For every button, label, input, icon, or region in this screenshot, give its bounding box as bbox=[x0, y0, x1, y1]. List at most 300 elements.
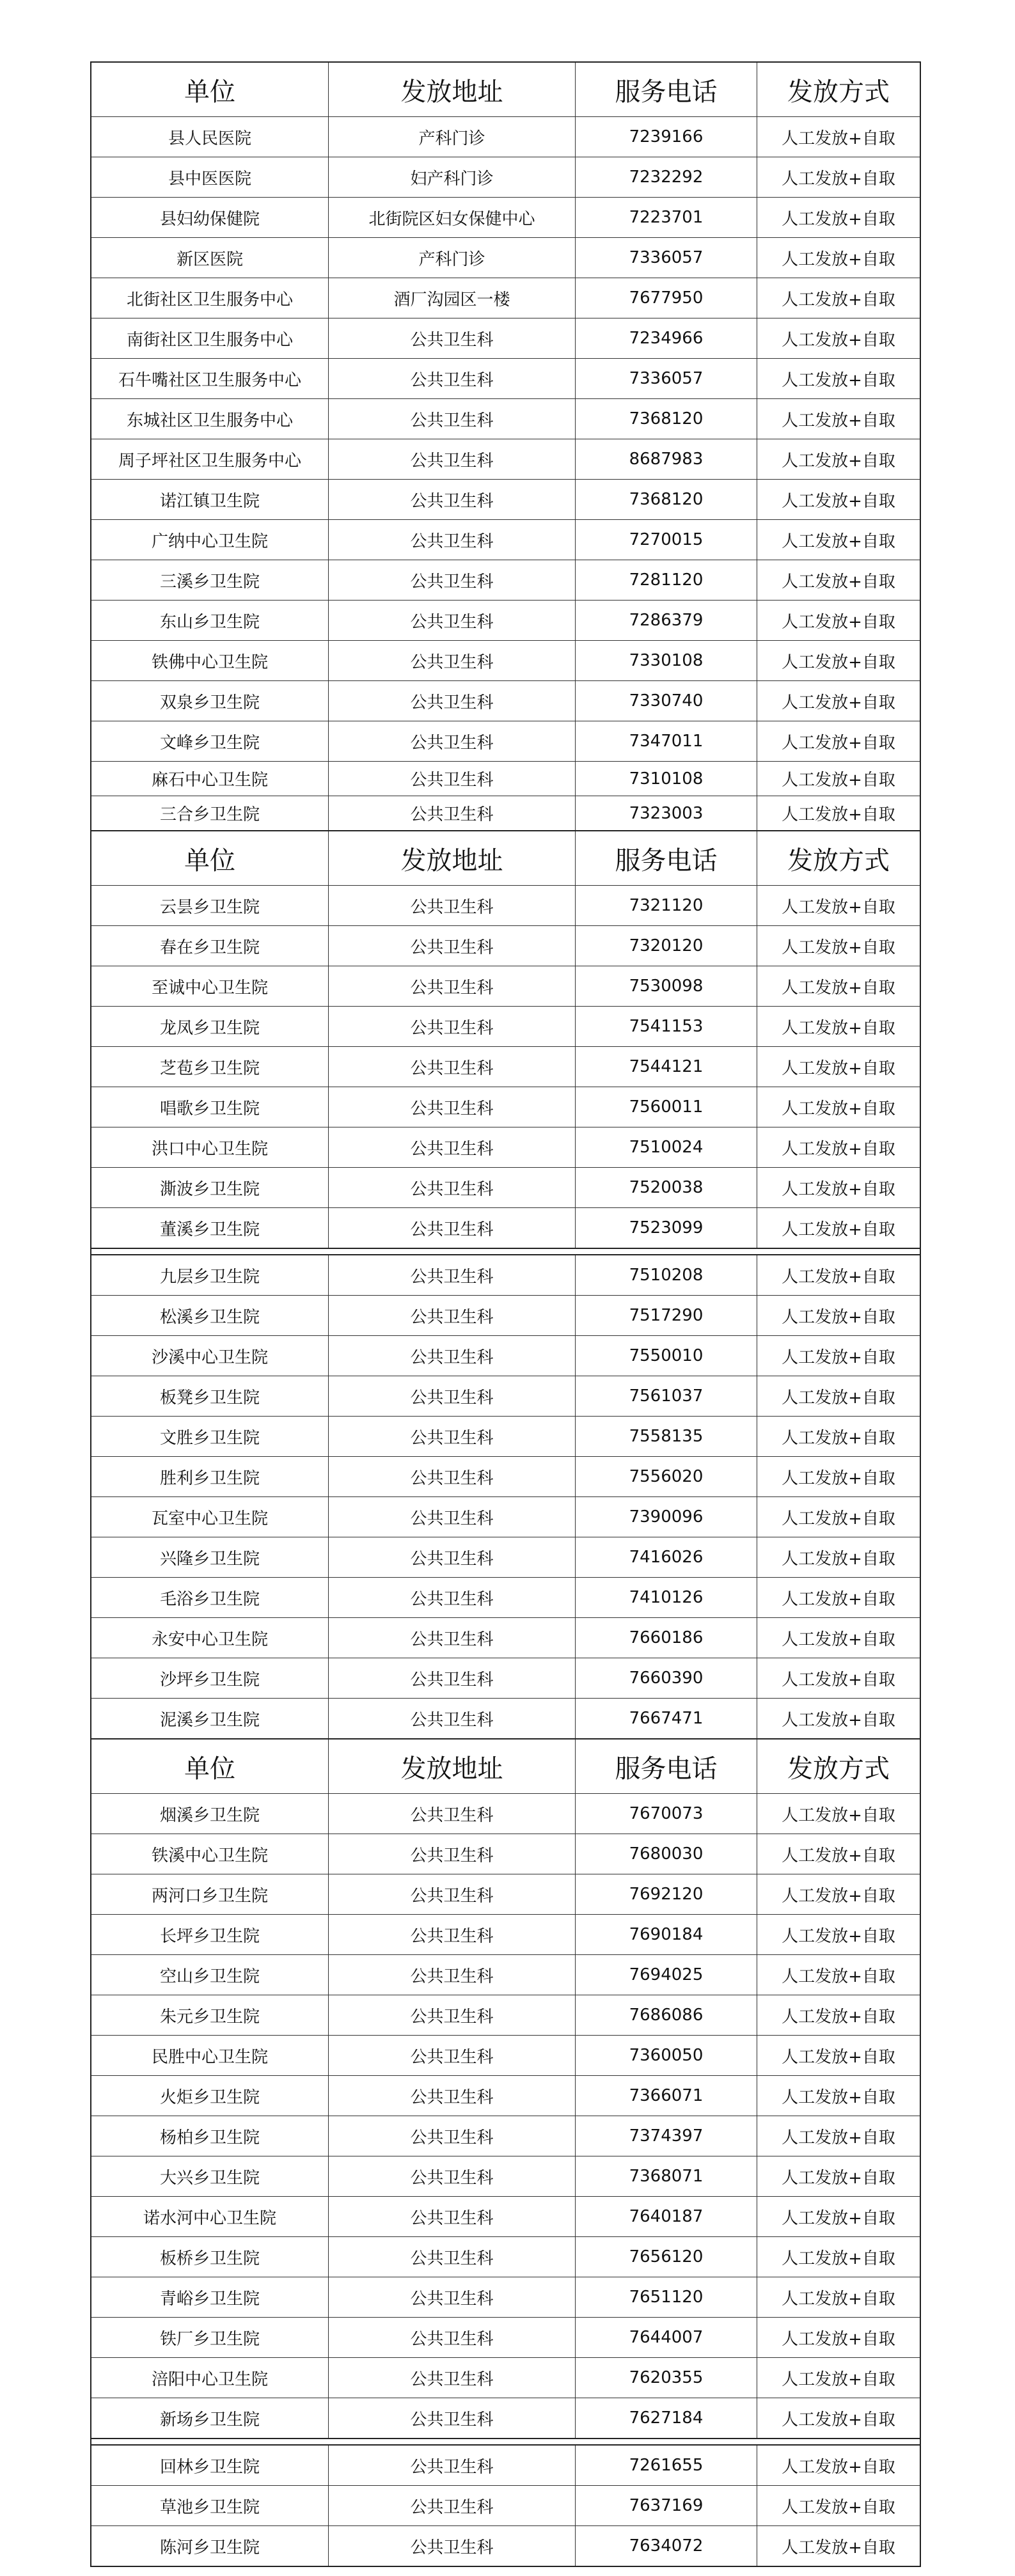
cell-phone: 7330740 bbox=[575, 681, 757, 721]
cell-unit: 三合乡卫生院 bbox=[159, 805, 260, 824]
table-row bbox=[91, 1793, 920, 1834]
cell-address: 公共卫生科 bbox=[328, 318, 575, 358]
header-row bbox=[91, 63, 920, 116]
table-row bbox=[91, 1577, 920, 1617]
table-row bbox=[91, 1698, 920, 1738]
cell-unit: 杨柏乡卫生院 bbox=[159, 2128, 260, 2148]
cell-method: 人工发放+自取 bbox=[757, 2076, 920, 2116]
cell-phone: 7368071 bbox=[575, 2156, 757, 2196]
cell-method: 人工发放+自取 bbox=[757, 2237, 920, 2277]
cell-unit: 至诚中心卫生院 bbox=[151, 978, 268, 998]
cell-unit: 周子坪社区卫生服务中心 bbox=[118, 451, 301, 471]
cell-method: 人工发放+自取 bbox=[757, 1007, 920, 1046]
table-gap bbox=[90, 1249, 921, 1254]
table-row bbox=[91, 197, 920, 237]
cell-unit: 朱元乡卫生院 bbox=[159, 2007, 260, 2027]
cell-phone: 7660390 bbox=[575, 1658, 757, 1698]
header-cell-address: 发放地址 bbox=[328, 1740, 575, 1793]
cell-address: 公共卫生科 bbox=[328, 1296, 575, 1335]
cell-phone: 7640187 bbox=[575, 2197, 757, 2236]
table-row bbox=[91, 1335, 920, 1376]
cell-phone: 7270015 bbox=[575, 520, 757, 560]
table-block bbox=[90, 61, 921, 831]
cell-address: 公共卫生科 bbox=[328, 1497, 575, 1537]
cell-phone: 7281120 bbox=[575, 560, 757, 600]
cell-phone: 7660186 bbox=[575, 1618, 757, 1658]
cell-phone: 7416026 bbox=[575, 1537, 757, 1577]
cell-phone: 7321120 bbox=[575, 886, 757, 925]
table-row bbox=[91, 157, 920, 197]
cell-method: 人工发放+自取 bbox=[757, 762, 920, 796]
cell-phone: 7410126 bbox=[575, 1578, 757, 1617]
cell-unit: 回林乡卫生院 bbox=[159, 2457, 260, 2477]
cell-phone: 7223701 bbox=[575, 198, 757, 237]
cell-unit: 泥溪乡卫生院 bbox=[159, 1710, 260, 1730]
cell-method: 人工发放+自取 bbox=[757, 1955, 920, 1995]
cell-address: 公共卫生科 bbox=[328, 399, 575, 439]
cell-address: 公共卫生科 bbox=[328, 1087, 575, 1127]
table-row bbox=[91, 1416, 920, 1456]
table-row bbox=[91, 278, 920, 318]
cell-method: 人工发放+自取 bbox=[757, 2486, 920, 2525]
cell-unit: 两河口乡卫生院 bbox=[151, 1886, 268, 1906]
cell-address: 公共卫生科 bbox=[328, 1417, 575, 1456]
table-row bbox=[91, 358, 920, 398]
cell-phone: 7560011 bbox=[575, 1087, 757, 1127]
cell-phone: 7686086 bbox=[575, 1995, 757, 2035]
table-row bbox=[91, 1954, 920, 1995]
cell-unit: 青峪乡卫生院 bbox=[159, 2289, 260, 2309]
cell-method: 人工发放+自取 bbox=[757, 1915, 920, 1954]
cell-phone: 7690184 bbox=[575, 1915, 757, 1954]
cell-phone: 7558135 bbox=[575, 1417, 757, 1456]
cell-phone: 7520038 bbox=[575, 1168, 757, 1207]
cell-address: 公共卫生科 bbox=[328, 721, 575, 761]
cell-phone: 7320120 bbox=[575, 926, 757, 966]
cell-method: 人工发放+自取 bbox=[757, 439, 920, 479]
cell-phone: 7694025 bbox=[575, 1955, 757, 1995]
cell-phone: 7634072 bbox=[575, 2526, 757, 2566]
cell-address: 公共卫生科 bbox=[328, 480, 575, 519]
table-gap bbox=[90, 2439, 921, 2444]
table-row bbox=[91, 2196, 920, 2236]
cell-method: 人工发放+自取 bbox=[757, 2358, 920, 2398]
cell-phone: 7530098 bbox=[575, 966, 757, 1006]
cell-phone: 7510208 bbox=[575, 1255, 757, 1295]
table-row bbox=[91, 640, 920, 680]
cell-phone: 7556020 bbox=[575, 1457, 757, 1496]
cell-unit: 龙凤乡卫生院 bbox=[159, 1018, 260, 1038]
cell-unit: 县中医医院 bbox=[168, 169, 251, 189]
cell-method: 人工发放+自取 bbox=[757, 641, 920, 680]
header-cell-address: 发放地址 bbox=[328, 831, 575, 885]
cell-unit: 铁溪中心卫生院 bbox=[151, 1846, 268, 1865]
cell-unit: 文胜乡卫生院 bbox=[159, 1428, 260, 1448]
table-row bbox=[91, 1658, 920, 1698]
cell-phone: 7347011 bbox=[575, 721, 757, 761]
cell-method: 人工发放+自取 bbox=[757, 1336, 920, 1376]
cell-address: 公共卫生科 bbox=[328, 966, 575, 1006]
cell-phone: 7510024 bbox=[575, 1127, 757, 1167]
cell-unit: 涪阳中心卫生院 bbox=[151, 2369, 268, 2389]
cell-unit: 瓦室中心卫生院 bbox=[151, 1509, 268, 1528]
table-row bbox=[91, 2116, 920, 2156]
cell-method: 人工发放+自取 bbox=[757, 1168, 920, 1207]
table-row bbox=[91, 2035, 920, 2075]
cell-address: 公共卫生科 bbox=[328, 2358, 575, 2398]
cell-unit: 县妇幼保健院 bbox=[159, 209, 260, 229]
cell-unit: 毛浴乡卫生院 bbox=[159, 1589, 260, 1609]
cell-phone: 7544121 bbox=[575, 1047, 757, 1087]
cell-method: 人工发放+自取 bbox=[757, 681, 920, 721]
cell-method: 人工发放+自取 bbox=[757, 966, 920, 1006]
cell-phone: 7561037 bbox=[575, 1376, 757, 1416]
cell-method: 人工发放+自取 bbox=[757, 1658, 920, 1698]
table-row bbox=[91, 925, 920, 966]
table-row bbox=[91, 680, 920, 721]
cell-address: 公共卫生科 bbox=[328, 1658, 575, 1698]
cell-method: 人工发放+自取 bbox=[757, 318, 920, 358]
table-block bbox=[90, 831, 921, 1249]
cell-phone: 7366071 bbox=[575, 2076, 757, 2116]
table-row bbox=[91, 1087, 920, 1127]
cell-unit: 永安中心卫生院 bbox=[151, 1630, 268, 1649]
cell-unit: 春在乡卫生院 bbox=[159, 938, 260, 957]
cell-unit: 陈河乡卫生院 bbox=[159, 2538, 260, 2557]
cell-address: 公共卫生科 bbox=[328, 926, 575, 966]
cell-method: 人工发放+自取 bbox=[757, 117, 920, 157]
cell-unit: 空山乡卫生院 bbox=[159, 1967, 260, 1986]
cell-phone: 7368120 bbox=[575, 399, 757, 439]
cell-address: 公共卫生科 bbox=[328, 2398, 575, 2438]
cell-method: 人工发放+自取 bbox=[757, 2197, 920, 2236]
cell-address: 公共卫生科 bbox=[328, 1618, 575, 1658]
cell-phone: 7677950 bbox=[575, 278, 757, 318]
cell-phone: 7310108 bbox=[575, 762, 757, 796]
cell-address: 公共卫生科 bbox=[328, 2156, 575, 2196]
cell-unit: 北街社区卫生服务中心 bbox=[126, 290, 293, 310]
table-row bbox=[91, 318, 920, 358]
table-row bbox=[91, 721, 920, 761]
cell-address: 公共卫生科 bbox=[328, 1208, 575, 1248]
cell-address: 公共卫生科 bbox=[328, 1874, 575, 1914]
cell-phone: 7239166 bbox=[575, 117, 757, 157]
cell-address: 公共卫生科 bbox=[328, 2318, 575, 2357]
cell-method: 人工发放+自取 bbox=[757, 926, 920, 966]
cell-unit: 县人民医院 bbox=[168, 129, 251, 148]
table-row bbox=[91, 2075, 920, 2116]
cell-method: 人工发放+自取 bbox=[757, 601, 920, 640]
cell-phone: 7234966 bbox=[575, 318, 757, 358]
cell-address: 公共卫生科 bbox=[328, 1168, 575, 1207]
cell-address: 公共卫生科 bbox=[328, 2526, 575, 2566]
cell-address: 公共卫生科 bbox=[328, 1255, 575, 1295]
cell-address: 公共卫生科 bbox=[328, 2076, 575, 2116]
cell-phone: 7667471 bbox=[575, 1699, 757, 1738]
cell-address: 公共卫生科 bbox=[328, 1457, 575, 1496]
cell-method: 人工发放+自取 bbox=[757, 886, 920, 925]
table-row bbox=[91, 600, 920, 640]
cell-phone: 7541153 bbox=[575, 1007, 757, 1046]
cell-method: 人工发放+自取 bbox=[757, 2277, 920, 2317]
table-row bbox=[91, 1207, 920, 1248]
cell-method: 人工发放+自取 bbox=[757, 1296, 920, 1335]
cell-phone: 7517290 bbox=[575, 1296, 757, 1335]
cell-phone: 7620355 bbox=[575, 2358, 757, 2398]
cell-method: 人工发放+自取 bbox=[757, 157, 920, 197]
cell-unit: 广纳中心卫生院 bbox=[151, 531, 268, 551]
cell-phone: 7680030 bbox=[575, 1834, 757, 1874]
cell-method: 人工发放+自取 bbox=[757, 480, 920, 519]
table-block bbox=[90, 2444, 921, 2567]
cell-method: 人工发放+自取 bbox=[757, 2318, 920, 2357]
cell-address: 公共卫生科 bbox=[328, 1127, 575, 1167]
cell-address: 公共卫生科 bbox=[328, 681, 575, 721]
cell-method: 人工发放+自取 bbox=[757, 2398, 920, 2438]
header-cell-unit: 单位 bbox=[184, 77, 235, 107]
cell-method: 人工发放+自取 bbox=[757, 1537, 920, 1577]
table-row bbox=[91, 2525, 920, 2566]
cell-unit: 民胜中心卫生院 bbox=[151, 2047, 268, 2067]
cell-address: 公共卫生科 bbox=[328, 2237, 575, 2277]
cell-address: 公共卫生科 bbox=[328, 796, 575, 830]
cell-method: 人工发放+自取 bbox=[757, 1087, 920, 1127]
cell-phone: 7656120 bbox=[575, 2237, 757, 2277]
cell-address: 酒厂沟园区一楼 bbox=[328, 278, 575, 318]
cell-method: 人工发放+自取 bbox=[757, 2036, 920, 2075]
cell-unit: 三溪乡卫生院 bbox=[159, 572, 260, 592]
cell-address: 公共卫生科 bbox=[328, 1995, 575, 2035]
cell-method: 人工发放+自取 bbox=[757, 399, 920, 439]
cell-address: 公共卫生科 bbox=[328, 1794, 575, 1834]
header-row bbox=[91, 1740, 920, 1793]
cell-unit: 沙溪中心卫生院 bbox=[151, 1347, 268, 1367]
cell-method: 人工发放+自取 bbox=[757, 560, 920, 600]
cell-address: 妇产科门诊 bbox=[328, 157, 575, 197]
cell-method: 人工发放+自取 bbox=[757, 2116, 920, 2156]
table-row bbox=[91, 1127, 920, 1167]
cell-unit: 澌波乡卫生院 bbox=[159, 1179, 260, 1199]
cell-phone: 7374397 bbox=[575, 2116, 757, 2156]
cell-address: 公共卫生科 bbox=[328, 439, 575, 479]
cell-unit: 新区医院 bbox=[176, 249, 243, 269]
cell-unit: 铁佛中心卫生院 bbox=[151, 652, 268, 672]
table-row bbox=[91, 2398, 920, 2438]
cell-phone: 7523099 bbox=[575, 1208, 757, 1248]
cell-unit: 双泉乡卫生院 bbox=[159, 693, 260, 712]
table-row bbox=[91, 1995, 920, 2035]
table-row bbox=[91, 2156, 920, 2196]
cell-address: 公共卫生科 bbox=[328, 1915, 575, 1954]
cell-phone: 7651120 bbox=[575, 2277, 757, 2317]
cell-unit: 胜利乡卫生院 bbox=[159, 1468, 260, 1488]
cell-address: 公共卫生科 bbox=[328, 1537, 575, 1577]
cell-phone: 7286379 bbox=[575, 601, 757, 640]
cell-phone: 7323003 bbox=[575, 796, 757, 830]
cell-unit: 芝苞乡卫生院 bbox=[159, 1058, 260, 1078]
table-row bbox=[91, 479, 920, 519]
cell-address: 公共卫生科 bbox=[328, 2036, 575, 2075]
cell-address: 公共卫生科 bbox=[328, 1955, 575, 1995]
cell-phone: 7637169 bbox=[575, 2486, 757, 2525]
cell-method: 人工发放+自取 bbox=[757, 721, 920, 761]
cell-unit: 东山乡卫生院 bbox=[159, 612, 260, 632]
table-row bbox=[91, 885, 920, 925]
cell-unit: 洪口中心卫生院 bbox=[151, 1139, 268, 1159]
table-row bbox=[91, 796, 920, 830]
cell-phone: 7550010 bbox=[575, 1336, 757, 1376]
header-cell-phone: 服务电话 bbox=[575, 63, 757, 116]
cell-method: 人工发放+自取 bbox=[757, 1255, 920, 1295]
cell-unit: 文峰乡卫生院 bbox=[159, 733, 260, 753]
cell-phone: 7336057 bbox=[575, 359, 757, 398]
cell-address: 公共卫生科 bbox=[328, 1007, 575, 1046]
cell-unit: 铁厂乡卫生院 bbox=[159, 2329, 260, 2349]
cell-address: 公共卫生科 bbox=[328, 1834, 575, 1874]
cell-method: 人工发放+自取 bbox=[757, 1208, 920, 1248]
table-row bbox=[91, 1376, 920, 1416]
cell-method: 人工发放+自取 bbox=[757, 1457, 920, 1496]
cell-address: 北街院区妇女保健中心 bbox=[328, 198, 575, 237]
cell-method: 人工发放+自取 bbox=[757, 1834, 920, 1874]
table-row bbox=[91, 2446, 920, 2485]
table-row bbox=[91, 761, 920, 796]
cell-phone: 7336057 bbox=[575, 238, 757, 278]
cell-phone: 7670073 bbox=[575, 1794, 757, 1834]
table-row bbox=[91, 2357, 920, 2398]
cell-address: 公共卫生科 bbox=[328, 762, 575, 796]
cell-method: 人工发放+自取 bbox=[757, 2446, 920, 2485]
table-row bbox=[91, 2236, 920, 2277]
cell-unit: 长坪乡卫生院 bbox=[159, 1926, 260, 1946]
cell-phone: 7368120 bbox=[575, 480, 757, 519]
cell-unit: 诺江镇卫生院 bbox=[159, 491, 260, 511]
table-row bbox=[91, 1255, 920, 1295]
cell-address: 公共卫生科 bbox=[328, 1699, 575, 1738]
cell-method: 人工发放+自取 bbox=[757, 359, 920, 398]
cell-unit: 板凳乡卫生院 bbox=[159, 1388, 260, 1408]
cell-unit: 唱歌乡卫生院 bbox=[159, 1099, 260, 1119]
table-row bbox=[91, 116, 920, 157]
table-row bbox=[91, 2485, 920, 2525]
cell-method: 人工发放+自取 bbox=[757, 1127, 920, 1167]
table-block bbox=[90, 1740, 921, 2439]
cell-unit: 新场乡卫生院 bbox=[159, 2410, 260, 2430]
cell-unit: 松溪乡卫生院 bbox=[159, 1307, 260, 1327]
cell-unit: 沙坪乡卫生院 bbox=[159, 1670, 260, 1690]
header-cell-unit: 单位 bbox=[184, 1754, 235, 1784]
cell-phone: 7330108 bbox=[575, 641, 757, 680]
header-cell-method: 发放方式 bbox=[757, 63, 920, 116]
cell-method: 人工发放+自取 bbox=[757, 796, 920, 830]
cell-address: 公共卫生科 bbox=[328, 2486, 575, 2525]
cell-address: 公共卫生科 bbox=[328, 359, 575, 398]
cell-unit: 大兴乡卫生院 bbox=[159, 2168, 260, 2188]
cell-phone: 7360050 bbox=[575, 2036, 757, 2075]
cell-unit: 石牛嘴社区卫生服务中心 bbox=[118, 370, 301, 390]
cell-method: 人工发放+自取 bbox=[757, 1376, 920, 1416]
cell-unit: 诺水河中心卫生院 bbox=[143, 2208, 276, 2228]
cell-unit: 麻石中心卫生院 bbox=[151, 771, 268, 790]
cell-unit: 烟溪乡卫生院 bbox=[159, 1805, 260, 1825]
cell-unit: 东城社区卫生服务中心 bbox=[126, 411, 293, 430]
table-row bbox=[91, 1874, 920, 1914]
table-row bbox=[91, 1456, 920, 1496]
table-row bbox=[91, 1496, 920, 1537]
header-cell-phone: 服务电话 bbox=[575, 1740, 757, 1793]
cell-phone: 8687983 bbox=[575, 439, 757, 479]
header-cell-method: 发放方式 bbox=[757, 1740, 920, 1793]
cell-unit: 南街社区卫生服务中心 bbox=[126, 330, 293, 350]
cell-unit: 云昙乡卫生院 bbox=[159, 897, 260, 917]
cell-method: 人工发放+自取 bbox=[757, 2526, 920, 2566]
cell-method: 人工发放+自取 bbox=[757, 198, 920, 237]
cell-phone: 7692120 bbox=[575, 1874, 757, 1914]
table-row bbox=[91, 439, 920, 479]
cell-method: 人工发放+自取 bbox=[757, 1794, 920, 1834]
table-row bbox=[91, 966, 920, 1006]
cell-phone: 7390096 bbox=[575, 1497, 757, 1537]
header-cell-phone: 服务电话 bbox=[575, 831, 757, 885]
cell-method: 人工发放+自取 bbox=[757, 1618, 920, 1658]
distribution-table bbox=[90, 61, 921, 2567]
cell-method: 人工发放+自取 bbox=[757, 1047, 920, 1087]
table-row bbox=[91, 1834, 920, 1874]
table-row bbox=[91, 1914, 920, 1954]
cell-address: 公共卫生科 bbox=[328, 2277, 575, 2317]
cell-method: 人工发放+自取 bbox=[757, 520, 920, 560]
cell-unit: 火炬乡卫生院 bbox=[159, 2087, 260, 2107]
cell-address: 公共卫生科 bbox=[328, 601, 575, 640]
cell-method: 人工发放+自取 bbox=[757, 1699, 920, 1738]
cell-method: 人工发放+自取 bbox=[757, 2156, 920, 2196]
table-row bbox=[91, 1006, 920, 1046]
cell-unit: 九层乡卫生院 bbox=[159, 1267, 260, 1287]
cell-address: 公共卫生科 bbox=[328, 1336, 575, 1376]
cell-phone: 7627184 bbox=[575, 2398, 757, 2438]
header-cell-address: 发放地址 bbox=[328, 63, 575, 116]
cell-address: 公共卫生科 bbox=[328, 520, 575, 560]
cell-unit: 草池乡卫生院 bbox=[159, 2497, 260, 2517]
table-row bbox=[91, 1617, 920, 1658]
cell-address: 公共卫生科 bbox=[328, 1578, 575, 1617]
cell-address: 公共卫生科 bbox=[328, 2446, 575, 2485]
cell-method: 人工发放+自取 bbox=[757, 238, 920, 278]
cell-phone: 7261655 bbox=[575, 2446, 757, 2485]
cell-method: 人工发放+自取 bbox=[757, 278, 920, 318]
cell-address: 公共卫生科 bbox=[328, 641, 575, 680]
cell-method: 人工发放+自取 bbox=[757, 1995, 920, 2035]
header-row bbox=[91, 831, 920, 885]
table-row bbox=[91, 560, 920, 600]
cell-address: 产科门诊 bbox=[328, 238, 575, 278]
header-cell-method: 发放方式 bbox=[757, 831, 920, 885]
header-cell-unit: 单位 bbox=[184, 845, 235, 876]
table-row bbox=[91, 1295, 920, 1335]
table-row bbox=[91, 2317, 920, 2357]
cell-phone: 7644007 bbox=[575, 2318, 757, 2357]
cell-unit: 板桥乡卫生院 bbox=[159, 2249, 260, 2268]
cell-unit: 董溪乡卫生院 bbox=[159, 1220, 260, 1239]
cell-method: 人工发放+自取 bbox=[757, 1417, 920, 1456]
cell-phone: 7232292 bbox=[575, 157, 757, 197]
cell-method: 人工发放+自取 bbox=[757, 1578, 920, 1617]
table-row bbox=[91, 2277, 920, 2317]
cell-address: 公共卫生科 bbox=[328, 2116, 575, 2156]
table-row bbox=[91, 519, 920, 560]
cell-method: 人工发放+自取 bbox=[757, 1874, 920, 1914]
cell-address: 公共卫生科 bbox=[328, 1047, 575, 1087]
